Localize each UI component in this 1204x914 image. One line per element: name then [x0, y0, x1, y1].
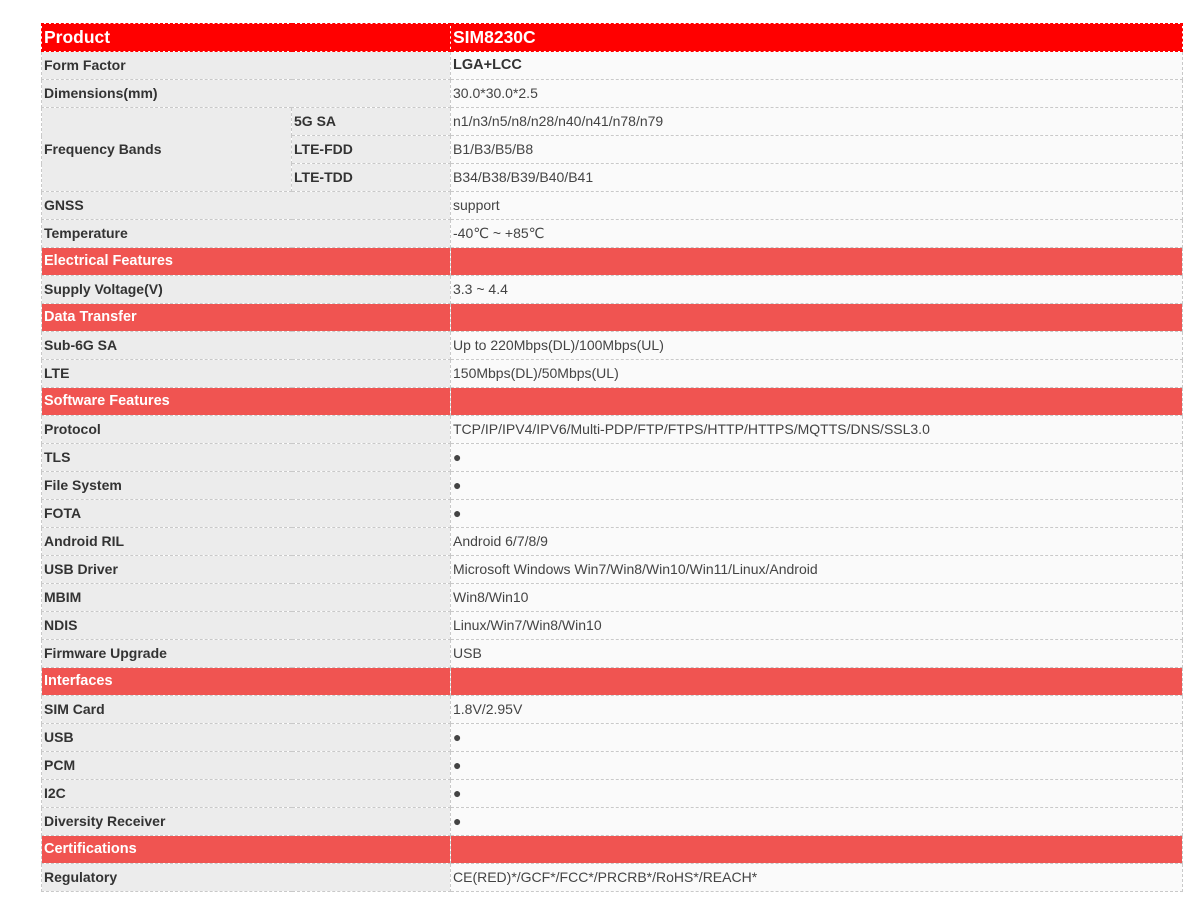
- section-blank: [451, 388, 1183, 416]
- spec-label: USB: [42, 724, 451, 752]
- spec-value: 1.8V/2.95V: [451, 696, 1183, 724]
- spec-row-sub6g-sa: [42, 332, 1183, 360]
- section-data-transfer: [42, 304, 1183, 332]
- section-title: Data Transfer: [42, 304, 451, 332]
- spec-label: Supply Voltage(V): [42, 276, 451, 304]
- section-electrical-features: [42, 248, 1183, 276]
- spec-label: GNSS: [42, 192, 451, 220]
- spec-label: FOTA: [42, 500, 451, 528]
- supported-bullet: ●: [451, 780, 1183, 808]
- band-value: B34/B38/B39/B40/B41: [451, 164, 1183, 192]
- section-blank: [451, 668, 1183, 696]
- supported-bullet: ●: [451, 444, 1183, 472]
- band-value: n1/n3/n5/n8/n28/n40/n41/n78/n79: [451, 108, 1183, 136]
- spec-value: Win8/Win10: [451, 584, 1183, 612]
- section-blank: [451, 248, 1183, 276]
- section-interfaces: [42, 668, 1183, 696]
- spec-label: SIM Card: [42, 696, 451, 724]
- supported-bullet: ●: [451, 472, 1183, 500]
- spec-value: TCP/IP/IPV4/IPV6/Multi-PDP/FTP/FTPS/HTTP/HTTPS/MQTTS/DNS/SSL3.0: [451, 416, 1183, 444]
- spec-value: support: [451, 192, 1183, 220]
- spec-value: -40℃ ~ +85℃: [451, 220, 1183, 248]
- spec-row-lte: [42, 360, 1183, 388]
- spec-label: TLS: [42, 444, 451, 472]
- spec-label: MBIM: [42, 584, 451, 612]
- supported-bullet: ●: [451, 752, 1183, 780]
- spec-row-diversity-receiver: [42, 808, 1183, 836]
- spec-label: Protocol: [42, 416, 451, 444]
- spec-label: NDIS: [42, 612, 451, 640]
- spec-value: Linux/Win7/Win8/Win10: [451, 612, 1183, 640]
- spec-row-gnss: [42, 192, 1183, 220]
- spec-value: Microsoft Windows Win7/Win8/Win10/Win11/Linux/Android: [451, 556, 1183, 584]
- spec-label: PCM: [42, 752, 451, 780]
- spec-label: Form Factor: [42, 52, 451, 80]
- spec-value: 30.0*30.0*2.5: [451, 80, 1183, 108]
- spec-label: File System: [42, 472, 451, 500]
- spec-label: Temperature: [42, 220, 451, 248]
- spec-row-fota: [42, 500, 1183, 528]
- spec-row-usb: [42, 724, 1183, 752]
- supported-bullet: ●: [451, 724, 1183, 752]
- spec-row-tls: [42, 444, 1183, 472]
- spec-row-pcm: [42, 752, 1183, 780]
- spec-row-temperature: [42, 220, 1183, 248]
- spec-table: [41, 23, 1183, 892]
- band-name: LTE-FDD: [292, 136, 451, 164]
- product-model: SIM8230C: [451, 24, 1183, 52]
- spec-row-file-system: [42, 472, 1183, 500]
- section-blank: [451, 836, 1183, 864]
- spec-label: LTE: [42, 360, 451, 388]
- section-title: Software Features: [42, 388, 451, 416]
- spec-value: USB: [451, 640, 1183, 668]
- spec-row-ndis: [42, 612, 1183, 640]
- spec-row-5g-sa: [42, 108, 1183, 136]
- spec-row-form-factor: [42, 52, 1183, 80]
- spec-value: Android 6/7/8/9: [451, 528, 1183, 556]
- spec-row-i2c: [42, 780, 1183, 808]
- spec-value: 3.3 ~ 4.4: [451, 276, 1183, 304]
- spec-row-regulatory: [42, 864, 1183, 892]
- supported-bullet: ●: [451, 808, 1183, 836]
- spec-value: CE(RED)*/GCF*/FCC*/PRCRB*/RoHS*/REACH*: [451, 864, 1183, 892]
- spec-row-firmware-upgrade: [42, 640, 1183, 668]
- section-blank: [451, 304, 1183, 332]
- section-title: Interfaces: [42, 668, 451, 696]
- spec-label: Diversity Receiver: [42, 808, 451, 836]
- product-label: Product: [42, 24, 451, 52]
- frequency-bands-label: Frequency Bands: [42, 108, 292, 192]
- section-title: Electrical Features: [42, 248, 451, 276]
- spec-label: I2C: [42, 780, 451, 808]
- band-name: 5G SA: [292, 108, 451, 136]
- section-title: Certifications: [42, 836, 451, 864]
- spec-label: USB Driver: [42, 556, 451, 584]
- spec-label: Dimensions(mm): [42, 80, 451, 108]
- spec-row-mbim: [42, 584, 1183, 612]
- spec-value: 150Mbps(DL)/50Mbps(UL): [451, 360, 1183, 388]
- spec-label: Sub-6G SA: [42, 332, 451, 360]
- spec-row-supply-voltage: [42, 276, 1183, 304]
- spec-row-android-ril: [42, 528, 1183, 556]
- spec-row-usb-driver: [42, 556, 1183, 584]
- spec-label: Firmware Upgrade: [42, 640, 451, 668]
- spec-row-protocol: [42, 416, 1183, 444]
- spec-value: LGA+LCC: [451, 52, 1183, 80]
- product-row: [42, 24, 1183, 52]
- supported-bullet: ●: [451, 500, 1183, 528]
- spec-label: Regulatory: [42, 864, 451, 892]
- section-software-features: [42, 388, 1183, 416]
- spec-label: Android RIL: [42, 528, 451, 556]
- band-name: LTE-TDD: [292, 164, 451, 192]
- section-certifications: [42, 836, 1183, 864]
- spec-row-dimensions: [42, 80, 1183, 108]
- spec-value: Up to 220Mbps(DL)/100Mbps(UL): [451, 332, 1183, 360]
- band-value: B1/B3/B5/B8: [451, 136, 1183, 164]
- spec-row-sim-card: [42, 696, 1183, 724]
